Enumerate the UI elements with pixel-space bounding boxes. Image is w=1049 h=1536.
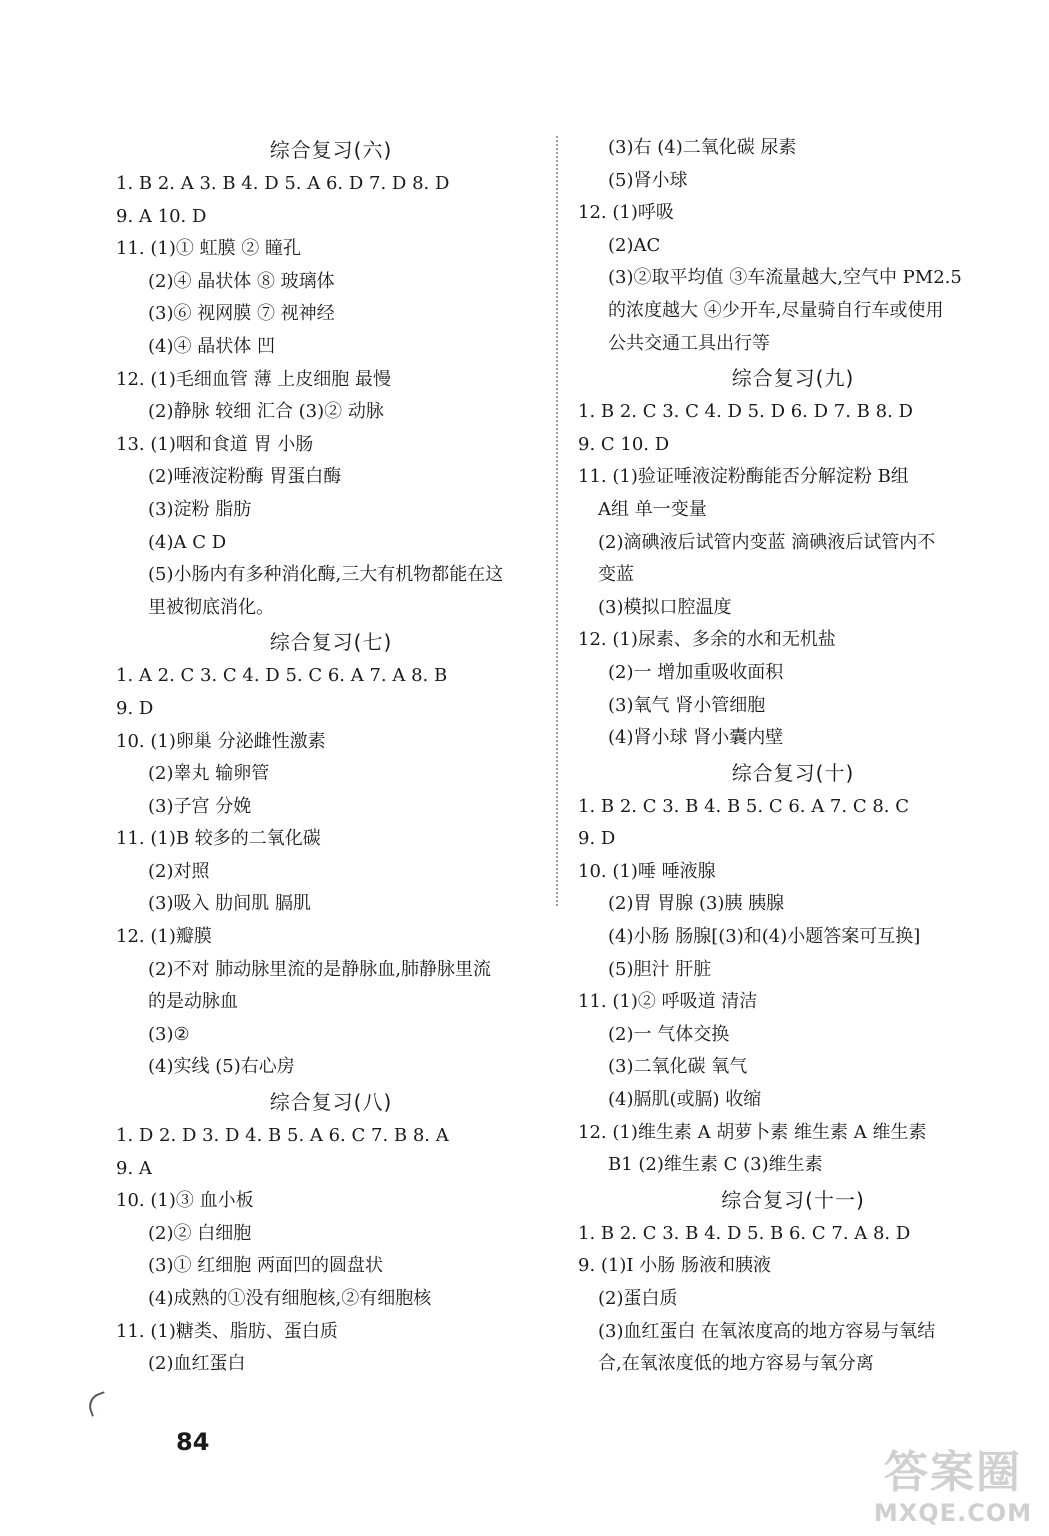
answer-line: (4)A C D: [148, 531, 227, 553]
answer-line: (2)一 增加重吸收面积: [608, 661, 784, 683]
answer-line: 里被彻底消化。: [148, 596, 274, 618]
answer-line: 11. (1)糖类、脂肪、蛋白质: [116, 1320, 338, 1342]
answer-line: (2)AC: [608, 234, 661, 256]
section-heading: 综合复习(九): [731, 366, 855, 391]
answer-line: (3)吸入 肋间肌 膈肌: [148, 893, 311, 915]
answer-line: 13. (1)咽和食道 胃 小肠: [116, 433, 314, 455]
answer-line: (3)②: [148, 1023, 190, 1045]
answer-line: (2)② 白细胞: [148, 1222, 252, 1244]
section-heading: 综合复习(十一): [721, 1187, 865, 1212]
answer-line: (4)膈肌(或膈) 收缩: [608, 1089, 762, 1111]
answer-line: 1. A 2. C 3. C 4. D 5. C 6. A 7. A 8. B: [116, 665, 448, 687]
left-column: [116, 132, 546, 1381]
answer-line: (3)模拟口腔温度: [598, 596, 732, 618]
answer-line: (2)④ 晶状体 ⑧ 玻璃体: [148, 270, 335, 292]
answer-line: (3)血红蛋白 在氧浓度高的地方容易与氧结: [598, 1320, 936, 1342]
answer-line: (2)一 气体交换: [608, 1023, 730, 1045]
answer-line: 11. (1)① 虹膜 ② 瞳孔: [116, 238, 302, 260]
answer-line: 11. (1)B 较多的二氧化碳: [116, 828, 321, 850]
answer-line: 12. (1)毛细血管 薄 上皮细胞 最慢: [116, 368, 392, 390]
answer-line: 9. A 10. D: [116, 205, 207, 227]
answer-line: (3)②取平均值 ③车流量越大,空气中 PM2.5: [608, 267, 962, 289]
answer-line: 9. (1)Ⅰ 小肠 肠液和胰液: [578, 1255, 771, 1277]
section-heading: 综合复习(七): [269, 630, 393, 655]
answer-line: 10. (1)③ 血小板: [116, 1190, 254, 1212]
answer-line: (3)⑥ 视网膜 ⑦ 视神经: [148, 303, 335, 325]
answer-line: 12. (1)尿素、多余的水和无机盐: [578, 629, 836, 651]
answer-line: (3)右 (4)二氧化碳 尿素: [608, 137, 797, 158]
answer-line: 合,在氧浓度低的地方容易与氧分离: [598, 1353, 874, 1375]
answer-line: (4)成熟的①没有细胞核,②有细胞核: [148, 1288, 432, 1309]
answer-line: (2)滴碘液后试管内变蓝 滴碘液后试管内不: [598, 531, 936, 553]
answer-line: 公共交通工具出行等: [608, 332, 770, 354]
answer-line: (2)胃 胃腺 (3)胰 胰腺: [608, 893, 785, 915]
answer-line: 9. C 10. D: [578, 433, 670, 455]
watermark-mark: 答案圈: [884, 1447, 1022, 1498]
answer-line: (3)① 红细胞 两面凹的圆盘状: [148, 1255, 383, 1277]
answer-line: (2)蛋白质: [598, 1288, 678, 1309]
section-heading: 综合复习(八): [269, 1090, 393, 1115]
answer-line: (4)肾小球 肾小囊内壁: [608, 727, 784, 749]
answer-line: (2)血红蛋白: [148, 1353, 246, 1375]
answer-line: 1. B 2. C 3. B 4. B 5. C 6. A 7. C 8. C: [578, 795, 909, 817]
answer-line: (2)唾液淀粉酶 胃蛋白酶: [148, 466, 342, 488]
answer-line: 变蓝: [598, 564, 634, 586]
scan-mark: [85, 1391, 111, 1417]
answer-line: (2)睾丸 输卵管: [148, 763, 270, 785]
answer-line: 1. B 2. A 3. B 4. D 5. A 6. D 7. D 8. D: [116, 173, 450, 194]
answer-line: 10. (1)唾 唾液腺: [578, 860, 716, 882]
answer-line: 的浓度越大 ④少开车,尽量骑自行车或使用: [608, 299, 944, 321]
answer-line: 10. (1)卵巢 分泌雌性激素: [116, 730, 326, 752]
section-heading: 综合复习(十): [731, 760, 855, 785]
answer-line: (2)静脉 较细 汇合 (3)② 动脉: [148, 401, 384, 423]
column-divider: [556, 136, 558, 906]
answer-line: 1. B 2. C 3. B 4. D 5. B 6. C 7. A 8. D: [578, 1222, 911, 1244]
answer-line: (5)小肠内有多种消化酶,三大有机物都能在这: [148, 564, 504, 586]
answer-line: 12. (1)维生素 A 胡萝卜素 维生素 A 维生素: [578, 1121, 927, 1143]
watermark: [865, 1448, 1041, 1534]
answer-line: (3)氧气 肾小管细胞: [608, 694, 766, 716]
answer-line: (4)小肠 肠腺[(3)和(4)小题答案可互换]: [608, 926, 921, 948]
section-heading: 综合复习(六): [269, 138, 393, 162]
answer-line: 11. (1)② 呼吸道 清洁: [578, 991, 758, 1013]
page-number: 84: [176, 1428, 210, 1456]
answer-line: A组 单一变量: [598, 498, 707, 520]
answer-line: 9. D: [578, 828, 616, 850]
answer-line: (4)实线 (5)右心房: [148, 1056, 295, 1078]
answer-line: 1. D 2. D 3. D 4. B 5. A 6. C 7. B 8. A: [116, 1125, 449, 1147]
answer-line: B1 (2)维生素 C (3)维生素: [608, 1154, 823, 1176]
answer-line: 11. (1)验证唾液淀粉酶能否分解淀粉 B组: [578, 466, 909, 488]
watermark-url: MXQE.COM: [873, 1499, 1033, 1527]
answer-line: (5)肾小球: [608, 169, 688, 191]
answer-line: (3)子宫 分娩: [148, 795, 252, 817]
answer-line: 的是动脉血: [148, 991, 238, 1013]
right-column: [578, 132, 1008, 1381]
answer-line: (3)淀粉 脂肪: [148, 498, 252, 520]
answer-line: 12. (1)呼吸: [578, 202, 674, 224]
answer-line: (4)④ 晶状体 凹: [148, 335, 275, 357]
answer-line: 1. B 2. C 3. C 4. D 5. D 6. D 7. B 8. D: [578, 401, 913, 423]
answer-line: 12. (1)瓣膜: [116, 926, 212, 948]
answer-line: 9. D: [116, 697, 154, 719]
answer-line: (2)对照: [148, 860, 210, 882]
answer-line: 9. A: [116, 1157, 152, 1179]
answer-line: (5)胆汁 肝脏: [608, 958, 712, 980]
answer-line: (3)二氧化碳 氧气: [608, 1056, 748, 1078]
answer-line: (2)不对 肺动脉里流的是静脉血,肺静脉里流: [148, 958, 491, 980]
